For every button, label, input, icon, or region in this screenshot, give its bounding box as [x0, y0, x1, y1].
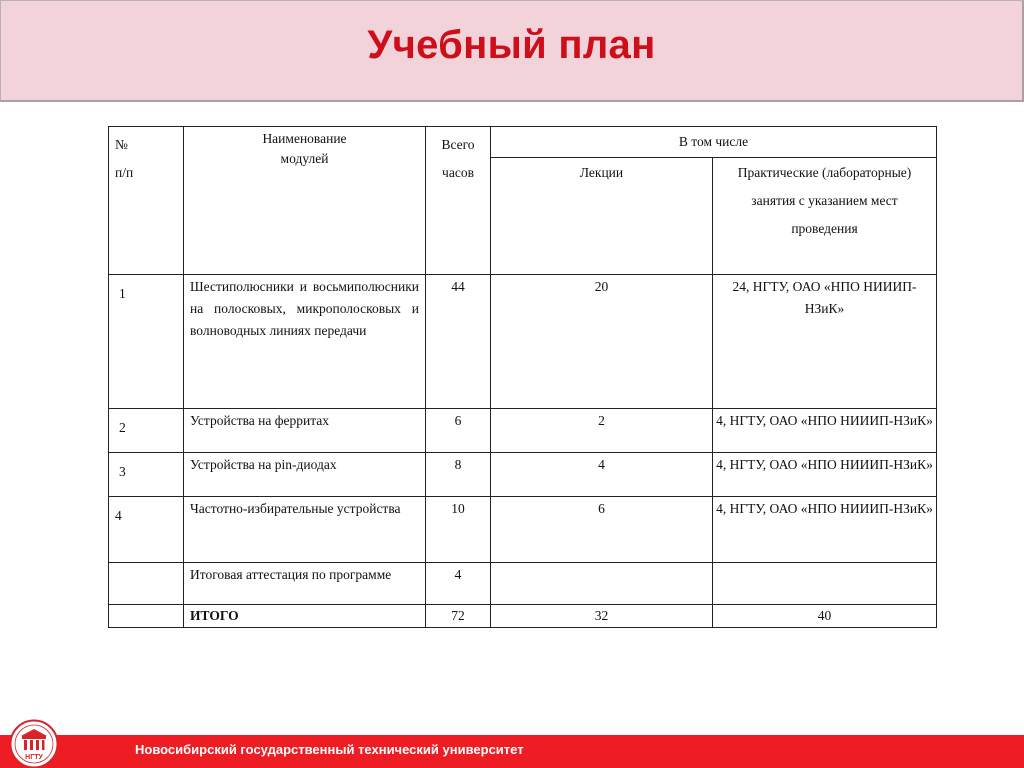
total-hours: 8 [426, 453, 491, 497]
header-practical: Практические (лабораторные) занятия с указанием мест проведения [713, 158, 937, 275]
practical-hours: 40 [713, 605, 937, 628]
module-name: Итоговая аттестация по программе [184, 563, 426, 605]
total-hours: 44 [426, 275, 491, 409]
lecture-hours: 20 [491, 275, 713, 409]
module-name: Частотно-избирательные устройства [184, 497, 426, 563]
title-banner [0, 0, 1024, 102]
table-row [109, 275, 937, 409]
table-row [109, 453, 937, 497]
row-number [109, 563, 184, 605]
table-header-row [109, 127, 937, 158]
practical-hours [713, 563, 937, 605]
lecture-hours: 4 [491, 453, 713, 497]
lecture-hours: 6 [491, 497, 713, 563]
header-including: В том числе [491, 127, 937, 158]
table-row [109, 563, 937, 605]
footer-bar [0, 735, 1024, 768]
header-module-name: Наименование модулей [184, 127, 426, 275]
total-hours: 6 [426, 409, 491, 453]
header-lectures: Лекции [491, 158, 713, 275]
row-number: 1 [109, 275, 184, 409]
table-row [109, 409, 937, 453]
practical-hours: 4, НГТУ, ОАО «НПО НИИИП-НЗиК» [713, 409, 937, 453]
practical-hours: 24, НГТУ, ОАО «НПО НИИИП-НЗиК» [713, 275, 937, 409]
module-name: Шестиполюсники и восьмиполюсники на полосковых, микрополосковых и волноводных линиях передачи [184, 275, 426, 409]
table-total-row [109, 605, 937, 628]
header-number: № п/п [109, 127, 184, 275]
logo-text: НГТУ [25, 754, 43, 761]
total-label: ИТОГО [184, 605, 426, 628]
lecture-hours [491, 563, 713, 605]
practical-hours: 4, НГТУ, ОАО «НПО НИИИП-НЗиК» [713, 497, 937, 563]
lecture-hours: 32 [491, 605, 713, 628]
total-hours: 10 [426, 497, 491, 563]
module-name: Устройства на pin-диодах [184, 453, 426, 497]
curriculum-table [108, 126, 937, 628]
row-number: 4 [109, 497, 184, 563]
lecture-hours: 2 [491, 409, 713, 453]
university-emblem-icon [9, 719, 59, 768]
row-number: 3 [109, 453, 184, 497]
page-title: Учебный план [367, 23, 656, 67]
university-name: Новосибирский государственный технический университет [135, 742, 524, 757]
total-hours: 4 [426, 563, 491, 605]
module-name: Устройства на ферритах [184, 409, 426, 453]
total-hours: 72 [426, 605, 491, 628]
practical-hours: 4, НГТУ, ОАО «НПО НИИИП-НЗиК» [713, 453, 937, 497]
table-row [109, 497, 937, 563]
header-total-hours: Всего часов [426, 127, 491, 275]
row-number: 2 [109, 409, 184, 453]
row-number [109, 605, 184, 628]
